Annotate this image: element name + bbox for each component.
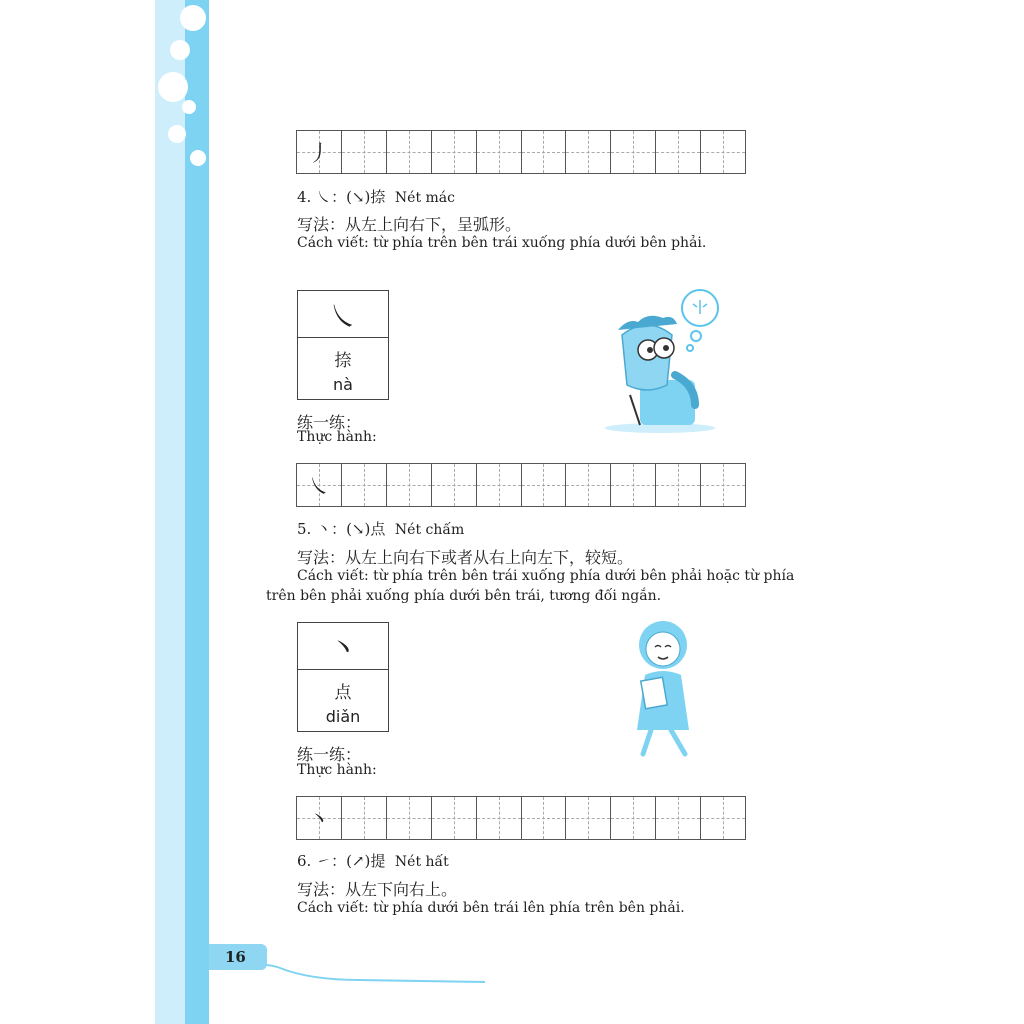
stroke5-writing-vi-1: Cách viết: từ phía trên bên trái xuống phía dưới bên phải hoặc từ phía bbox=[297, 568, 795, 584]
stroke6-heading: 6. ㇀：(↗)提 Nét hất bbox=[297, 852, 449, 870]
grid-cell bbox=[656, 797, 701, 839]
card-stroke: 丶 bbox=[298, 623, 388, 670]
grid-cell bbox=[566, 464, 611, 506]
practice-grid bbox=[296, 130, 746, 174]
stroke4-heading: 4. ㇏：(↘)捺 Nét mác bbox=[297, 188, 455, 206]
grid-cell bbox=[387, 464, 432, 506]
grid-cell bbox=[701, 797, 745, 839]
card-pinyin: nà bbox=[333, 375, 353, 394]
stroke5-practice-zh: 练一练： bbox=[297, 745, 362, 764]
grid-cell bbox=[611, 797, 656, 839]
decor-bubble bbox=[180, 5, 206, 31]
stroke5-card bbox=[297, 622, 389, 732]
stroke5-name: Nét chấm bbox=[394, 522, 465, 538]
stroke4-practice-vi: Thực hành: bbox=[297, 429, 377, 445]
thinking-boy-illustration bbox=[600, 280, 720, 435]
side-band-light bbox=[155, 0, 189, 1024]
grid-cell bbox=[432, 464, 477, 506]
stroke4-name: Nét mác bbox=[394, 190, 455, 206]
stroke5-heading: 5. 丶：(↘)点 Nét chấm bbox=[297, 520, 465, 538]
stroke5-practice-vi: Thực hành: bbox=[297, 762, 377, 778]
practice-grid bbox=[296, 463, 746, 507]
stroke6-writing-zh: 写法：从左下向右上。 bbox=[297, 880, 458, 899]
grid-cell bbox=[611, 131, 656, 173]
card-stroke: ㇏ bbox=[298, 291, 388, 338]
grid-cell bbox=[522, 797, 567, 839]
practice-grid bbox=[296, 796, 746, 840]
grid-cell bbox=[566, 131, 611, 173]
stroke4-card bbox=[297, 290, 389, 400]
grid-cell: ㇏ bbox=[297, 464, 342, 506]
grid-cell bbox=[432, 131, 477, 173]
grid-cell bbox=[342, 131, 387, 173]
stroke4-writing-vi: Cách viết: từ phía trên bên trái xuống phía dưới bên phải. bbox=[297, 235, 707, 251]
reading-girl-illustration bbox=[625, 615, 700, 760]
stroke4-practice-zh: 练一练： bbox=[297, 413, 362, 432]
decor-bubble bbox=[170, 40, 190, 60]
grid-cell bbox=[656, 131, 701, 173]
card-pinyin: diǎn bbox=[325, 707, 361, 726]
grid-cell bbox=[522, 131, 567, 173]
grid-cell bbox=[566, 797, 611, 839]
stroke6-name: Nét hất bbox=[394, 854, 449, 870]
grid-cell bbox=[342, 797, 387, 839]
grid-cell bbox=[477, 797, 522, 839]
grid-cell bbox=[387, 131, 432, 173]
stroke5-writing-zh: 写法：从左上向右下或者从右上向左下，较短。 bbox=[297, 548, 634, 567]
grid-cell bbox=[432, 797, 477, 839]
grid-cell bbox=[611, 464, 656, 506]
grid-cell bbox=[701, 131, 745, 173]
card-char: 点 bbox=[334, 683, 352, 703]
decor-bubble bbox=[182, 100, 196, 114]
grid-cell bbox=[477, 131, 522, 173]
decor-bubble bbox=[158, 72, 188, 102]
decor-bubble bbox=[168, 125, 186, 143]
grid-cell bbox=[522, 464, 567, 506]
grid-cell: 丶 bbox=[297, 797, 342, 839]
grid-cell bbox=[656, 464, 701, 506]
stroke4-writing-zh: 写法：从左上向右下，呈弧形。 bbox=[297, 215, 522, 234]
stroke5-writing-vi-2: trên bên phải xuống phía dưới bên trái, tương đối ngắn. bbox=[266, 588, 662, 604]
stroke6-writing-vi: Cách viết: từ phía dưới bên trái lên phía trên bên phải. bbox=[297, 900, 685, 916]
page-number: 16 bbox=[209, 944, 267, 970]
grid-cell: 丿 bbox=[297, 131, 342, 173]
card-char: 捺 bbox=[334, 351, 352, 371]
grid-cell bbox=[701, 464, 745, 506]
grid-cell bbox=[387, 797, 432, 839]
decor-bubble bbox=[190, 150, 206, 166]
grid-cell bbox=[342, 464, 387, 506]
grid-cell bbox=[477, 464, 522, 506]
